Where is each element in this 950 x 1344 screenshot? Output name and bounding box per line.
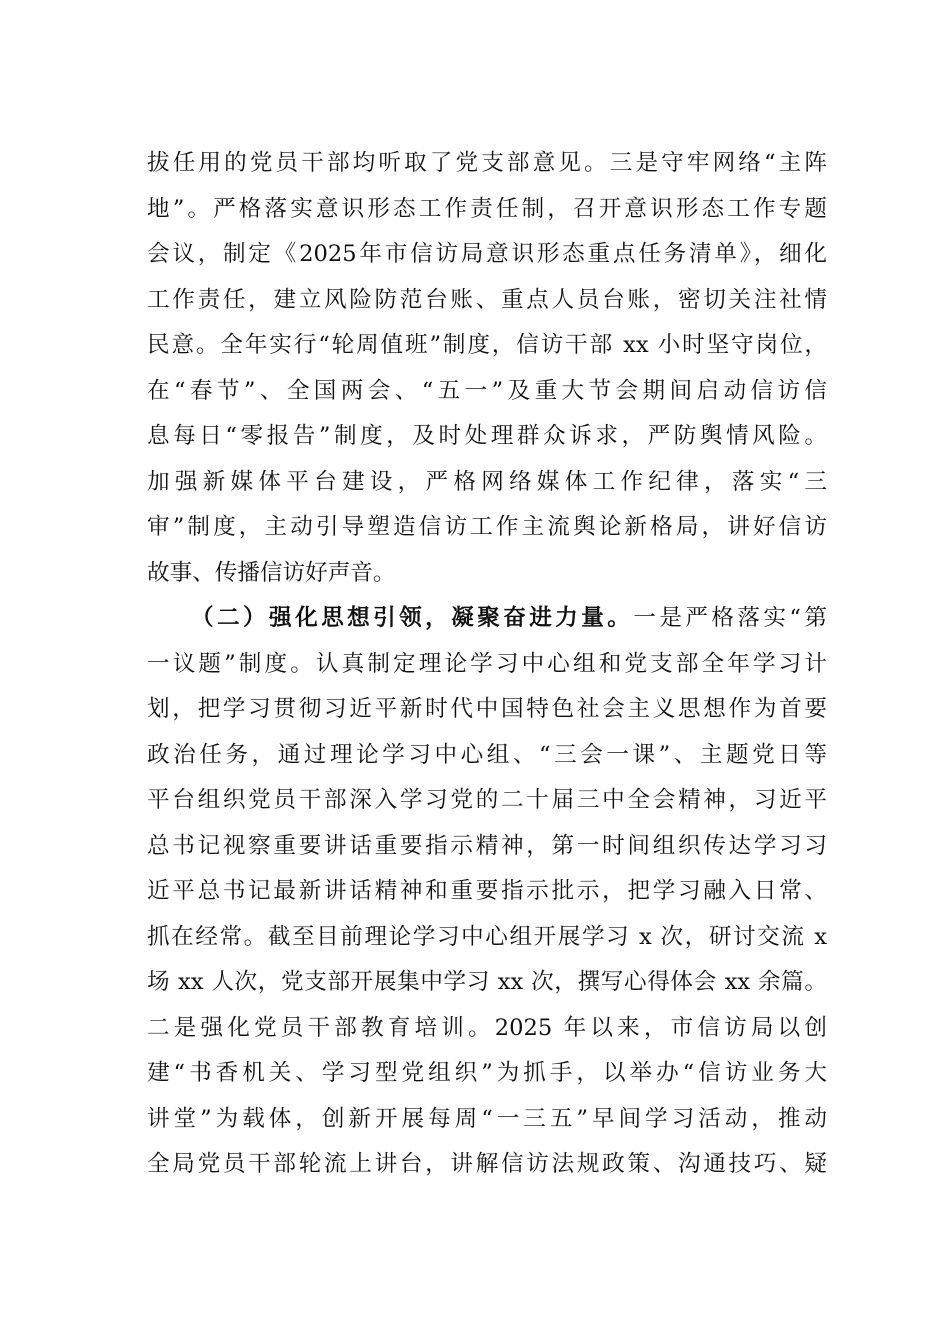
text-line: 划，把学习贯彻习近平新时代中国特色社会主义思想作为首要 — [147, 696, 827, 722]
text-line: 政治任务，通过理论学习中心组、“三会一课”、主题党日等 — [147, 741, 827, 768]
section-heading-line — [147, 596, 827, 642]
text-line: 民意。全年实行“轮周值班”制度，信访干部 xx 小时坚守岗位， — [147, 332, 827, 358]
text-line: 抓在经常。截至目前理论学习中心组开展学习 x 次，研讨交流 x — [147, 923, 827, 950]
text-line: 总书记视察重要讲话重要指示精神，第一时间组织传达学习习 — [147, 832, 827, 859]
text-line: 近平总书记最新讲话精神和重要指示批示，把学习融入日常、 — [147, 878, 827, 904]
section-heading: （二）强化思想引领，凝聚奋进力量。 — [191, 605, 634, 631]
text-line: 审”制度，主动引导塑造信访工作主流舆论新格局，讲好信访 — [147, 514, 827, 540]
text-line: 工作责任，建立风险防范台账、重点人员台账，密切关注社情 — [147, 286, 827, 313]
text-line: 拔任用的党员干部均听取了党支部意见。三是守牢网络“主阵 — [147, 150, 827, 176]
text-line: 建“书香机关、学习型党组织”为抓手，以举办“信访业务大 — [147, 1060, 827, 1086]
text-line: 平台组织党员干部深入学习党的二十届三中全会精神，习近平 — [147, 787, 827, 813]
text-line: 加强新媒体平台建设，严格网络媒体工作纪律，落实“三 — [147, 468, 827, 495]
text-line: 场 xx 人次，党支部开展集中学习 xx 次，撰写心得体会 xx 余篇。 — [147, 969, 827, 995]
document-body — [147, 141, 827, 1188]
text-line: 在“春节”、全国两会、“五一”及重大节会期间启动信访信 — [147, 377, 827, 404]
text-line: 息每日“零报告”制度，及时处理群众诉求，严防舆情风险。 — [147, 423, 827, 449]
text-line: 故事、传播信访好声音。 — [147, 559, 396, 586]
text-line: 会议，制定《2025年市信访局意识形态重点任务清单》，细化 — [147, 241, 827, 267]
text-line: 讲堂”为载体，创新开展每周“一三五”早间学习活动，推动 — [147, 1105, 827, 1132]
section-heading-rest: 一是严格落实“第 — [633, 605, 827, 631]
text-line: 全局党员干部轮流上讲台，讲解信访法规政策、沟通技巧、疑 — [147, 1151, 827, 1177]
text-line: 地”。严格落实意识形态工作责任制，召开意识形态工作专题 — [147, 195, 827, 222]
text-line: 二是强化党员干部教育培训。2025 年以来，市信访局以创 — [147, 1014, 827, 1041]
text-line: 一议题”制度。认真制定理论学习中心组和党支部全年学习计 — [147, 650, 827, 677]
